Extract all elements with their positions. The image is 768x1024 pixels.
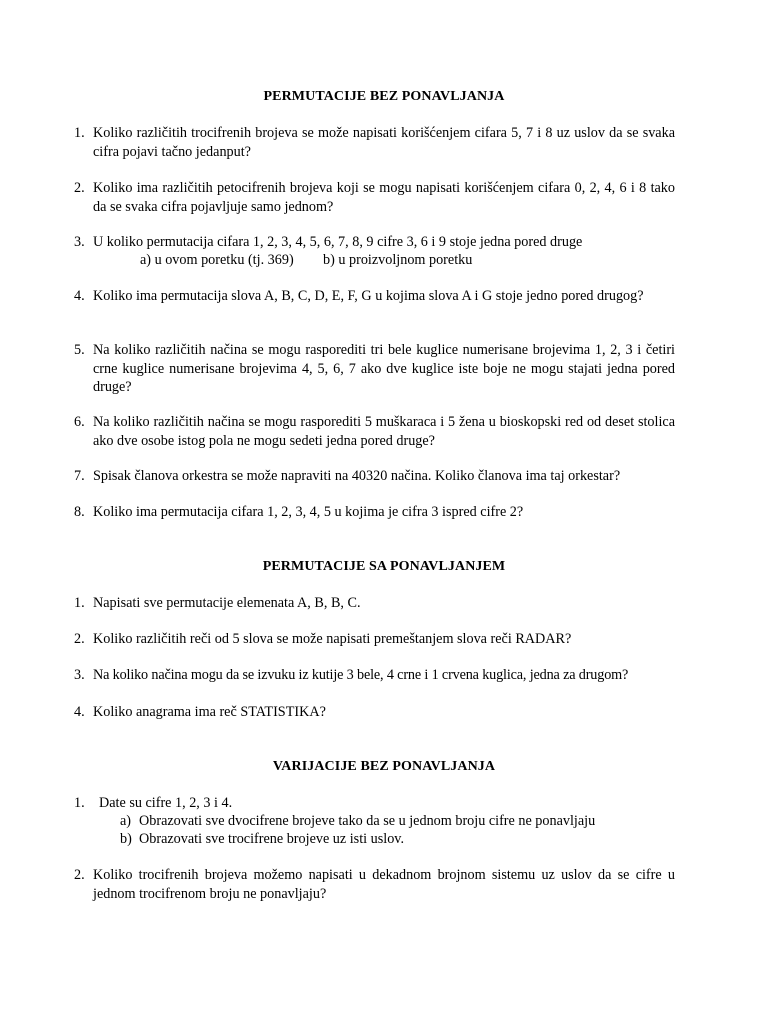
problem-text: Na koliko načina mogu da se izvuku iz kutije 3 bele, 4 crne i 1 crvena kuglica, jedna za drugom? (93, 667, 629, 683)
problem-number: 3. (74, 667, 85, 683)
problem-text: Spisak članova orkestra se može napraviti na 40320 načina. Koliko članova ima taj orkestar? (93, 468, 621, 484)
problem-number: 6. (74, 414, 85, 430)
problem-number: 4. (74, 288, 85, 304)
problem-number: 7. (74, 468, 85, 484)
problem-number: 8. (74, 504, 85, 520)
problem-number: 5. (74, 342, 85, 358)
problem-subpart-a: a) u ovom poretku (tj. 369) (140, 252, 294, 268)
problem-number: 2. (74, 631, 85, 647)
problem-text: Na koliko različitih načina se mogu rasporediti tri bele kuglice numerisane brojevima 1, 2, 3 i četiri crne kuglice numerisane brojevima 4, 5, 6, 7 ako dve kuglice iste boje ne mogu stajati jedna pored druge? (93, 342, 675, 395)
problem-number: 1. (74, 595, 85, 611)
problem-text: Koliko različitih reči od 5 slova se može napisati premeštanjem slova reči RADAR? (93, 631, 572, 647)
problem-subpart-b-label: b) (120, 831, 132, 847)
problem-text: Koliko ima različitih petocifrenih brojeva koji se mogu napisati korišćenjem cifara 0, 2, 4, 6 i 8 tako da se svaka cifra pojavljuje samo jednom? (93, 180, 675, 215)
problem-text: Koliko ima permutacija slova A, B, C, D, E, F, G u kojima slova A i G stoje jedno pored drugog? (93, 288, 644, 304)
problem-number: 1. (74, 125, 85, 141)
section-title-permutations-without-repetition: PERMUTACIJE BEZ PONAVLJANJA (263, 89, 505, 104)
problem-text: Date su cifre 1, 2, 3 i 4. (99, 795, 233, 811)
section-title-variations-without-repetition: VARIJACIJE BEZ PONAVLJANJA (272, 759, 496, 774)
section-title-permutations-with-repetition: PERMUTACIJE SA PONAVLJANJEM (262, 559, 506, 574)
problem-text: Na koliko različitih načina se mogu rasporediti 5 muškaraca i 5 žena u bioskopski red od deset stolica ako dve osobe istog pola ne mogu sedeti jedna pored druge? (93, 414, 675, 449)
problem-text: Koliko anagrama ima reč STATISTIKA? (93, 704, 326, 720)
problem-number: 2. (74, 180, 85, 196)
problem-number: 3. (74, 234, 85, 250)
problem-number: 2. (74, 867, 85, 883)
problem-text: U koliko permutacija cifara 1, 2, 3, 4, 5, 6, 7, 8, 9 cifre 3, 6 i 9 stoje jedna pored druge (93, 234, 583, 250)
problem-subpart-b: b) u proizvoljnom poretku (323, 252, 473, 268)
problem-text: Koliko trocifrenih brojeva možemo napisati u dekadnom brojnom sistemu uz uslov da se cifre u jednom trocifrenom broju ne ponavljaju? (93, 867, 675, 902)
problem-text: Koliko ima permutacija cifara 1, 2, 3, 4, 5 u kojima je cifra 3 ispred cifre 2? (93, 504, 524, 520)
problem-text: Napisati sve permutacije elemenata A, B, B, C. (93, 595, 361, 611)
problem-number: 1. (74, 795, 85, 811)
problem-text: Koliko različitih trocifrenih brojeva se može napisati korišćenjem cifara 5, 7 i 8 uz uslov da se svaka cifra pojavi tačno jedanput? (93, 125, 675, 160)
problem-subpart-a: Obrazovati sve dvocifrene brojeve tako da se u jednom broju cifre ne ponavljaju (139, 813, 596, 829)
problem-subpart-a-label: a) (120, 813, 132, 829)
problem-subpart-b: Obrazovati sve trocifrene brojeve uz isti uslov. (139, 831, 405, 847)
problem-number: 4. (74, 704, 85, 720)
